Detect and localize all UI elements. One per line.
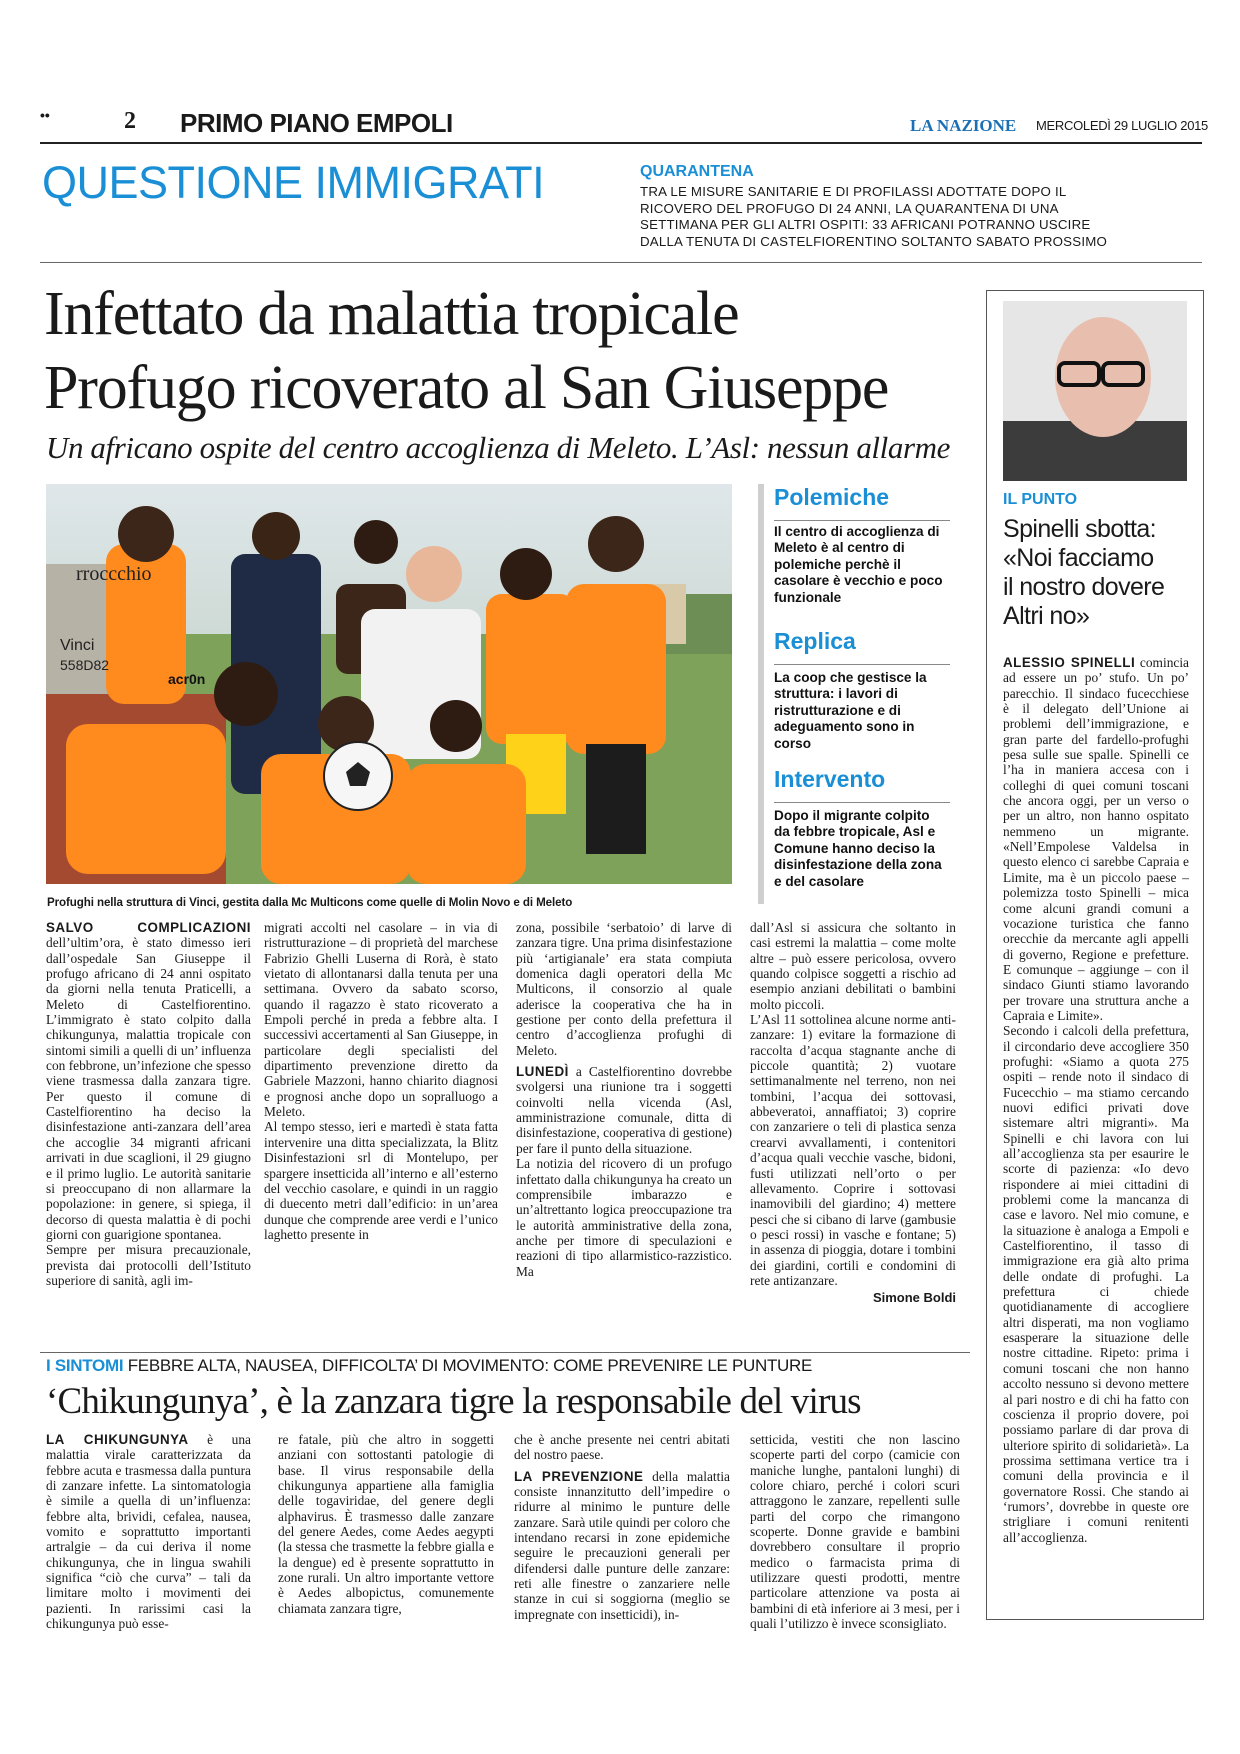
quarantena-line: RICOVERO DEL PROFUGO DI 24 ANNI, LA QUARANTENA DI UNA xyxy=(640,200,1059,216)
article-text: che è anche presente nei centri abitati del nostro paese. xyxy=(514,1432,730,1463)
quarantena-label: QUARANTENA xyxy=(640,163,754,180)
sintomi-column-2 xyxy=(278,1432,494,1616)
article-text: comincia ad essere un po’ stufo. Un po’ parecchio. Il sindaco fucecchiese è il delegato dell’Unione ai problemi dell’immigrazione, e gran parte del fardello-profughi pesa sulle sue spalle. Spinelli ce l’ha in maniera accesa con i colleghi di quei comuni toscani che ancora oggi, per un verso o per un altro, non hanno ospitato nemmeno un migrante. «Nell’Empolese Valdelsa in questo elenco ci sarebbe Capraia e Limite, ma è un piccolo paese – polemizza tosto Spinelli – mica come alcuni grandi comuni a vocazione turistica che fanno orecchie da mercante agli appelli di governo, Regione e prefetture. E comunque – aggiunge – con il sindaco Giunti stiamo lavorando per trovare una struttura anche a Capraia e Limite». xyxy=(1003,655,1189,1023)
sintomi-kicker-label: I SINTOMI xyxy=(46,1356,124,1375)
article-text: re fatale, più che altro in soggetti anziani con sottostanti patologie di base. Il virus responsabile della chikungunya appartiene alla famiglia delle togaviridae, del genere degli alphavirus. È trasmesso dalle zanzare del genere Aedes, come Aedes aegypti (la stessa che trasmette la febbre gialla e la dengue) ed è presente soprattutto in zone rurali. Un altro importante vettore è Aedes albopictus, comunemente chiamata zanzara tigre, xyxy=(278,1432,495,1616)
sidebox-text: Dopo il migrante colpito da febbre tropicale, Asl e Comune hanno deciso la disinfestazione della zona e del casolare xyxy=(774,808,942,889)
sideboxes-column xyxy=(758,484,956,904)
sidebox-rule xyxy=(774,664,950,665)
sidebox-title: Polemiche xyxy=(774,484,890,510)
spinelli-portrait xyxy=(1003,301,1187,481)
article-lead: LA CHIKUNGUNYA xyxy=(46,1432,189,1447)
article-text: Sempre per misura precauzionale, prevista dai protocolli dell’Istituto superiore di sanità, agli im- xyxy=(46,1242,251,1288)
sidebox-text: La coop che gestisce la struttura: i lavori di ristrutturazione e di adeguamento sono in corso xyxy=(774,670,927,751)
main-article-column-2 xyxy=(264,920,498,1242)
quarantena-line: TRA LE MISURE SANITARIE E DI PROFILASSI ADOTTATE DOPO IL xyxy=(640,184,1067,199)
article-text: L’Asl 11 sottolinea alcune norme anti-zanzare: 1) evitare la formazione di raccolta d’acqua stagnante anche di piccole quantità; 2) vuotare settimanalmente nel terreno, non nei tombini, l’acqua dei sottovasi, abbeveratoi, annaffiatoi; 3) coprire con zanzariere o teli di plastica senza crearvi avvallamenti, i contenitori d’acqua quali vecchie vasche, bidoni, fusti utilizzati nell’orto o per allevamento. Coprire i sottovasi inamovibili del giardino; 4) mettere pesci che si cibano di larve (gambusie o pesci rossi) in vasche e fontane; 5) in assenza di pioggia, dotare i tombini dei giardini, cortili e condomini di rete antizanzare. xyxy=(750,1012,956,1288)
sidebox-title: Intervento xyxy=(774,766,886,792)
quarantena-text xyxy=(640,184,1107,250)
il-punto-headline-line: Altri no» xyxy=(1003,602,1090,630)
issue-date: MERCOLEDÌ 29 LUGLIO 2015 xyxy=(1036,118,1208,133)
subheadline: Un africano ospite del centro accoglienza di Meleto. L’Asl: nessun allarme xyxy=(46,430,950,465)
sintomi-column-4 xyxy=(750,1432,960,1631)
headline-line-2: Profugo ricoverato al San Giuseppe xyxy=(44,354,889,422)
sintomi-column-3 xyxy=(514,1432,730,1622)
photo-sign-text: rroccchio xyxy=(76,563,152,585)
sidebox-title: Replica xyxy=(774,628,856,654)
sidebox-text: Il centro di accoglienza di Meleto è al centro di polemiche perchè il casolare è vecchio e poco funzionale xyxy=(774,524,943,605)
article-text: zona, possibile ‘serbatoio’ di larve di zanzara tigre. Una prima disinfestazione più ‘artigianale’ era stata compiuta domenica dagli operatori della Mc Multicons, il consorzio al quale aderisce la cooperativa che ha in gestione per conto della prefettura il centro d’accoglienza profughi di Meleto. xyxy=(516,920,733,1058)
refugees-photo xyxy=(46,484,732,884)
photo-shirt-text: acr0n xyxy=(168,671,206,687)
article-text: dell’ultim’ora, è stato dimesso ieri dall’ospedale San Giuseppe il profugo africano di 24 anni ospitato da giorni nella tenuta Praticelli, a Meleto di Castelfiorentino. L’immigrato è stato colpito dalla chikungunya, malattia tropicale con sintomi simili a quelli di un’ influenza con febbrone, un’infezione che spesso viene trasmessa dalla zanzara tigre. Per questo il comune di Castelfiorentino ha deciso la disinfestazione anti-zanzara dell’area che accoglie 34 migranti africani arrivati in due scaglioni, il 29 giugno e il primo luglio. Le autorità sanitarie si preoccupano di non allarmare la popolazione: in genere, si spiega, il decorso di questa malattia è di pochi giorni con guarigione spontanea. xyxy=(46,935,251,1242)
main-article-column-1 xyxy=(46,920,251,1288)
il-punto-headline-line: il nostro dovere xyxy=(1003,573,1165,601)
article-text: della malattia consiste innanzitutto dell’impedire o ridurre al minimo le punture delle zanzare. Sarà utile quindi per coloro che intendano recarsi in zone epidemiche seguire le precauzioni generali per difendersi dalle punture delle zanzare: reti alle finestre o zanzariere nelle stanze in cui si soggiorna (meglio se impregnate con insetticidi), in- xyxy=(514,1468,731,1622)
article-text: La notizia del ricovero di un profugo infettato dalla chikungunya ha creato un comprensibile imbarazzo e un’altrettanto logica preoccupazione tra le autorità amministrative della zona, anche per timore di speculazioni e reazioni di tipo allarmistico-razzistico. Ma xyxy=(516,1156,732,1279)
il-punto-headline-line: Spinelli sbotta: xyxy=(1003,515,1156,543)
photo-caption: Profughi nella struttura di Vinci, gestita dalla Mc Multicons come quelle di Molin Novo e di Meleto xyxy=(47,896,573,909)
article-lead: SALVO COMPLICAZIONI xyxy=(46,920,251,935)
headline-line-1: Infettato da malattia tropicale xyxy=(44,280,739,348)
topic-title: QUESTIONE IMMIGRATI xyxy=(42,157,545,208)
article-lead: LUNEDÌ xyxy=(516,1064,569,1080)
main-article-column-4 xyxy=(750,920,956,1306)
photo-sign-text: 558D82 xyxy=(60,657,110,673)
article-text: è una malattia virale caratterizzata da febbre acuta e trasmessa dalla puntura di zanzare infette. La sintomatologia è simile a quella di un’influenza: febbre alta, brividi, cefalea, nausea, vomito e soprattutto importanti artralgie – da cui deriva il nome chikungunya, che in lingua swahili significa “ciò che curva” – tali da limitare molto i movimenti dei pazienti. In rarissimi casi la chikungunya può esse- xyxy=(46,1432,251,1632)
main-article-column-3 xyxy=(516,920,732,1279)
article-text: migrati accolti nel casolare – in via di ristrutturazione – di proprietà del marchese Fabrizio Ghelli Luserna di Rorà, è stato vietato di allontanarsi dalla tenuta per una settimana. Ovvero da sabato scorso, quando il ragazzo è stato ricoverato a Empoli perché in preda a febbre alta. I successivi accertamenti al San Giuseppe, in particolare degli specialisti del dipartimento prevenzione diretto da Gabriele Mazzoni, hanno chiarito diagnosi e prognosi anche dopo un sopralluogo a Meleto. xyxy=(264,920,498,1120)
il-punto-headline-line: «Noi facciamo xyxy=(1003,544,1154,572)
header-dots: •• xyxy=(40,107,50,123)
newspaper-name: LA NAZIONE xyxy=(910,116,1017,135)
article-text: Al tempo stesso, ieri e martedì è stata fatta intervenire una ditta specializzata, la Blitz Disinfestazioni srl di Montelupo, per spargere insetticida all’interno e all’esterno del vecchio casolare, e quindi in un raggio di duecento metri dall’edificio: in un’area dunque che comprende aree verdi e l’unico laghetto presente in xyxy=(264,1119,498,1242)
quarantena-line: SETTIMANA PER GLI ALTRI OSPITI: 33 AFRICANI POTRANNO USCIRE xyxy=(640,217,1091,232)
il-punto-text xyxy=(1003,655,1189,1545)
topic-rule xyxy=(40,262,1202,263)
article-text: Secondo i calcoli della prefettura, il circondario deve accogliere 350 profughi: «Siamo a quota 275 ospiti – rende noto il sindaco di Fucecchio – ma stiamo cercando nuovi edifici privati dove sistemare altri migranti». Ma Spinelli e chi lavora con lui all’accoglienza sta per esaurire le scorte di pazienza: «Io devo rispondere ai miei cittadini di problemi come la mancanza di case e lavoro. Nel mio comune, e la situazione è analoga a Empoli e Castelfiorentino, il tasso di immigrazione era già alto prima delle ondate di profughi. La prefettura ci chiede quotidianamente di accogliere altri disperati, ma non vogliamo esasperare la situazione delle nostre cittadine. Ripeto: prima i comuni toscani che non hanno accolto nessuno si devono mettere al pari nostro e di chi ha fatto con coscienza il proprio dovere, poi possiamo parlare di dar prova di ulteriore spirito di solidarietà». La prossima settimana vertice tra i comuni della provincia e il governatore Rossi. Che stando ai ‘rumors’, dovrebbe in queste ore strigliare i comuni renitenti all’accoglienza. xyxy=(1003,1023,1189,1545)
sintomi-kicker xyxy=(46,1356,812,1376)
section-name: PRIMO PIANO EMPOLI xyxy=(180,108,453,138)
article-text: setticida, vestiti che non lascino scoperte parti del corpo (camicie con maniche lunghe, pantaloni lunghi) di colore chiaro, perché i colori scuri attraggono le zanzare, repellenti sulle parti del corpo che rimangono scoperte. Donne gravide e bambini dovrebbero consultare il proprio medico o farmacista prima di utilizzare questi prodotti, mentre particolare attenzione va posta ai bambini di età inferiore ai 3 mesi, per i quali l’utilizzo è invece sconsigliato. xyxy=(750,1432,960,1632)
quarantena-line: DALLA TENUTA DI CASTELFIORENTINO SOLTANTO SABATO PROSSIMO xyxy=(640,233,1108,249)
sidebox-rule xyxy=(774,802,950,803)
il-punto-headline xyxy=(1003,515,1164,631)
spinelli-portrait-illustration xyxy=(1003,301,1187,481)
il-punto-label: IL PUNTO xyxy=(1003,491,1078,508)
article-text: dall’Asl si assicura che soltanto in casi estremi la malattia – come molte altre – può essere pericolosa, ovvero quando colpisce soggetti a rischio ad esempio anziani debilitati o bambini molto piccoli. xyxy=(750,920,956,1012)
sintomi-column-1 xyxy=(46,1432,251,1631)
photo-sign-text: Vinci xyxy=(60,637,95,654)
sintomi-kicker-text: FEBBRE ALTA, NAUSEA, DIFFICOLTA’ DI MOVIMENTO: COME PREVENIRE LE PUNTURE xyxy=(127,1356,813,1375)
il-punto-box xyxy=(986,290,1204,1620)
article-author: Simone Boldi xyxy=(872,1290,956,1306)
sintomi-rule xyxy=(40,1352,970,1353)
article-lead: LA PREVENZIONE xyxy=(514,1468,644,1484)
page-number: 2 xyxy=(124,108,136,134)
article-lead: ALESSIO SPINELLI xyxy=(1003,655,1136,670)
header-rule xyxy=(40,142,1202,144)
refugees-photo-illustration xyxy=(46,484,732,884)
sintomi-headline: ‘Chikungunya’, è la zanzara tigre la responsabile del virus xyxy=(46,1381,861,1422)
article-text: a Castelfiorentino dovrebbe svolgersi una riunione tra i soggetti coinvolti nella vicenda (Asl, amministrazione comunale, ditta di disinfestazione, cooperativa di gestione) per fare il punto della situazione. xyxy=(516,1064,732,1156)
sidebox-rule xyxy=(774,520,950,521)
